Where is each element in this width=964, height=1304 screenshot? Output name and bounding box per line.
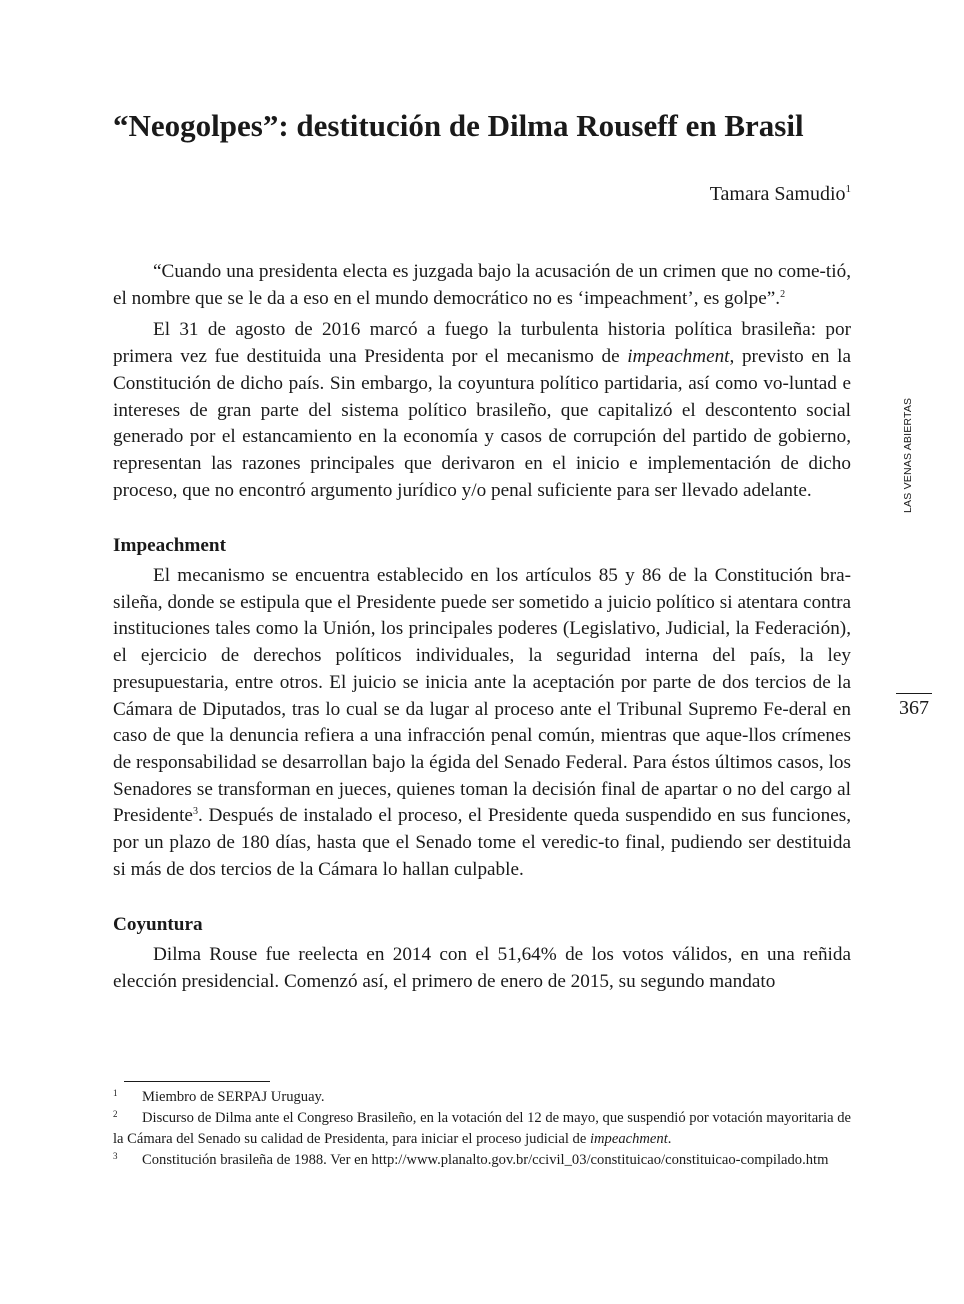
impeachment-paragraph	[113, 563, 851, 883]
intro-paragraph	[113, 317, 851, 504]
footnote-text-end: .	[667, 1131, 672, 1147]
section-heading-coyuntura: Coyuntura	[113, 914, 203, 936]
intro-text-b: , previsto en la Constitución de dicho país. Sin embargo, la coyuntura político partidaria, así como vo-luntad e intereses de gran parte del sistema político brasileño, que capitalizó el descontento social generado por el estancamiento en la economía y casos de corrupción del partido de gobierno, representan las razones principales que derivaron en el inicio e implementación de dicho proceso, que no encontró argumento jurídico y/o penal suficiente para ser llevado adelante.	[113, 346, 851, 501]
footnote-text: Constitución brasileña de 1988. Ver en http://www.planalto.gov.br/ccivil_03/constituicao/constituicao-compilado.htm	[142, 1152, 829, 1168]
footnote-text: Discurso de Dilma ante el Congreso Brasileño, en la votación del 12 de mayo, que suspendió por votación mayoritaria de la Cámara del Senado su calidad de Presidenta, para iniciar el proceso judicial de	[113, 1110, 851, 1147]
footnote-number: 3	[113, 1151, 118, 1161]
side-running-title: LAS VENAS ABIERTAS	[902, 397, 914, 513]
opening-quote	[113, 259, 851, 312]
impeachment-text-b: . Después de instalado el proceso, el Presidente queda suspendido en sus funciones, por un plazo de 180 días, hasta que el Senado tome el veredic-to final, pudiendo ser destituida si más de dos tercios de la Cámara lo hallan culpable.	[113, 805, 851, 880]
footnote-text: Miembro de SERPAJ Uruguay.	[142, 1089, 325, 1105]
section-heading-impeachment: Impeachment	[113, 535, 226, 557]
page-number-rule	[896, 693, 932, 694]
quote-text: “Cuando una presidenta electa es juzgada bajo la acusación de un crimen que no come-tió, el nombre que se le da a eso en el mundo democrático no es ‘impeachment’, es golpe”.	[113, 261, 851, 309]
footnote-ref[interactable]: 2	[780, 288, 786, 300]
footnote-number: 2	[113, 1109, 118, 1119]
footnote-ref[interactable]: 1	[845, 183, 851, 195]
footnote-2	[113, 1108, 851, 1150]
footnote-ref[interactable]: 3	[192, 806, 198, 818]
coyuntura-paragraph: Dilma Rouse fue reelecta en 2014 con el 51,64% de los votos válidos, en una reñida elección presidencial. Comenzó así, el primero de enero de 2015, su segundo mandato	[113, 944, 851, 992]
article-body	[113, 259, 851, 996]
footnote-emphasis: impeachment	[589, 1131, 668, 1147]
footnote-number: 1	[113, 1088, 118, 1098]
intro-emphasis: impeachment	[627, 346, 730, 368]
author-line	[710, 183, 851, 206]
footnote-3	[113, 1150, 851, 1171]
footnote-separator	[124, 1081, 270, 1082]
author-name: Tamara Samudio	[709, 183, 846, 205]
intro-text-a: El 31 de agosto de 2016 marcó a fuego la turbulenta historia política brasileña: por primera vez fue destituida una Presidenta por el mecanismo de	[113, 319, 851, 368]
article-title: “Neogolpes”: destitución de Dilma Rouseff en Brasil	[113, 108, 804, 143]
footnote-1	[113, 1087, 851, 1108]
impeachment-text-a: El mecanismo se encuentra establecido en los artículos 85 y 86 de la Constitución bra-sileña, donde se estipula que el Presidente puede ser sometido a juicio político si atentara contra instituciones tales como la Unión, los principales poderes (Legislativo, Judicial, la Federación), el ejercicio de derechos políticos individuales, la seguridad interna del país, la ley presupuestaria, entre otros. El juicio se inicia ante la aceptación por parte de dos tercios de la Cámara de Diputados, tras lo cual se da lugar al proceso ante el Tribunal Supremo Fe-deral en caso de que la denuncia refiera a una infracción penal común, mientras que aque-llos crímenes de responsabilidad se desarrollan bajo la égida del Senado Federal. Para éstos últimos casos, los Senadores se transforman en jueces, quienes toman la decisión final de apartar o no del cargo al Presidente	[113, 565, 851, 827]
footnotes	[113, 1087, 851, 1171]
page-number: 367	[899, 697, 929, 719]
